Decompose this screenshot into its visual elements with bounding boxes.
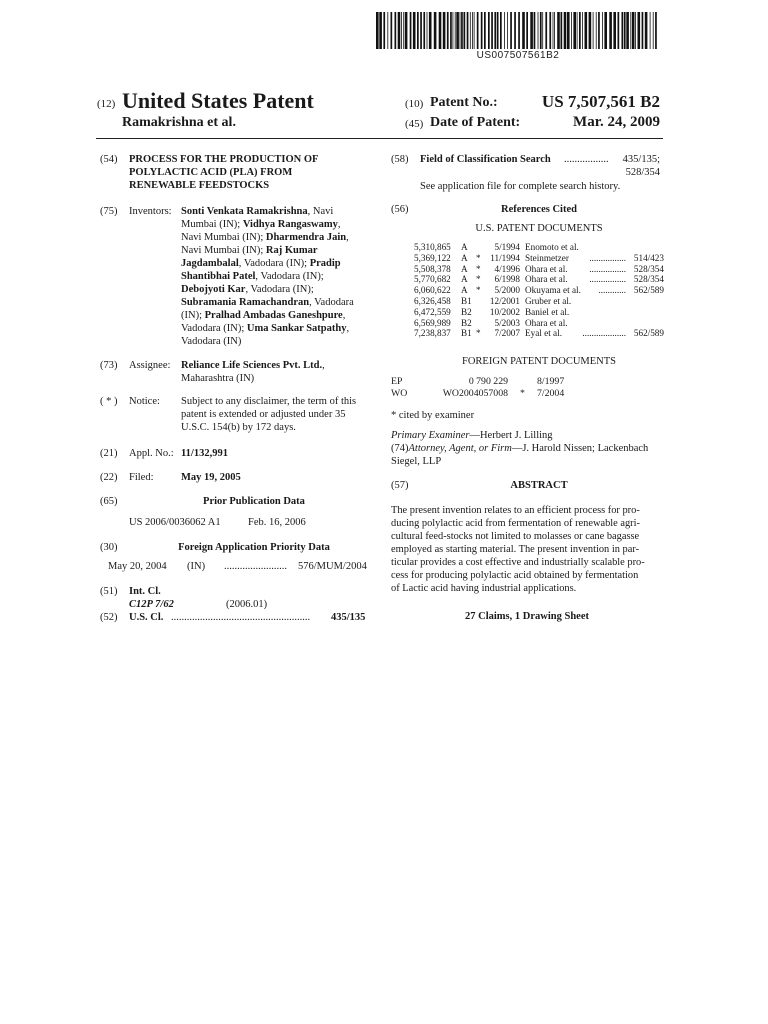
refs-title: References Cited xyxy=(501,204,577,215)
foreign-docs-title: FOREIGN PATENT DOCUMENTS xyxy=(461,356,617,367)
us-doc-star: * xyxy=(476,252,481,263)
prior-date: Feb. 16, 2006 xyxy=(248,517,306,528)
us-doc-date: 10/2002 xyxy=(489,306,520,317)
us-doc-star: * xyxy=(476,285,481,296)
us-doc-star: * xyxy=(476,328,481,339)
us-doc-number: 6,060,622 xyxy=(414,285,451,296)
us-doc-kind: B1 xyxy=(461,328,472,339)
us-doc-row xyxy=(414,264,664,275)
us-doc-class: 514/423 xyxy=(633,252,664,263)
uscl-code: (52) xyxy=(100,612,118,623)
us-doc-kind: A xyxy=(461,252,468,263)
foreign-doc-row xyxy=(391,376,663,387)
inventors-code: (75) xyxy=(100,206,118,217)
us-doc-dots: ................ xyxy=(589,252,626,263)
prior-title: Prior Publication Data xyxy=(203,496,305,507)
patent-no-label: Patent No.: xyxy=(430,95,498,110)
appl-code: (21) xyxy=(100,448,118,459)
us-doc-name: Ohara et al. xyxy=(525,274,568,285)
claims-note: 27 Claims, 1 Drawing Sheet xyxy=(465,611,589,622)
inventors-label: Inventors: xyxy=(129,206,172,217)
us-doc-kind: B1 xyxy=(461,296,472,306)
assignee-code: (73) xyxy=(100,360,118,371)
us-doc-name: Ohara et al. xyxy=(525,263,568,274)
foreign-dots: ........................ xyxy=(224,561,287,572)
barcode xyxy=(376,12,660,49)
us-doc-kind: A xyxy=(461,285,468,296)
prior-publication: US 2006/0036062 A1 xyxy=(129,517,221,528)
abstract-text: The present invention relates to an efficient process for pro- ducing polylactic acid from fermentation of renewable agri- cultural feed-stocks not limited to molasses or cane bagasse employed as starting material. The present invention in par- ticular provides a cost effective and industrially scalable pro- cess for producing polylactic acid obtained by fermentation of Lactic acid having industrial applications. xyxy=(391,505,645,594)
barcode-number: US007507561B2 xyxy=(476,50,560,61)
us-doc-number: 5,369,122 xyxy=(414,252,451,263)
foreign-doc-number: WO2004057008 xyxy=(442,388,508,399)
us-doc-number: 6,326,458 xyxy=(414,296,451,306)
us-doc-kind: B2 xyxy=(461,306,472,317)
refs-code: (56) xyxy=(391,204,409,215)
intcl-version: (2006.01) xyxy=(226,599,268,610)
attorney: (74)Attorney, Agent, or Firm—J. Harold Nissen; Lackenbach Siegel, LLP xyxy=(391,443,649,467)
us-doc-dots: ............ xyxy=(598,285,626,296)
us-doc-kind: A xyxy=(461,242,468,252)
us-doc-number: 6,472,559 xyxy=(414,306,451,317)
us-doc-date: 7/2007 xyxy=(494,328,520,339)
assignee-label: Assignee: xyxy=(129,360,171,371)
field-code: (58) xyxy=(391,154,409,165)
notice-text: Subject to any disclaimer, the term of this patent is extended or adjusted under 35 U.S.C. 154(b) by 172 days. xyxy=(181,396,357,433)
us-doc-name: Enomoto et al. xyxy=(525,242,579,252)
foreign-number: 576/MUM/2004 xyxy=(298,561,367,572)
abstract-code: (57) xyxy=(391,480,409,491)
field-dots: ................. xyxy=(564,154,609,165)
foreign-doc-star: * xyxy=(520,388,525,399)
us-doc-row xyxy=(414,242,664,253)
patent-no-code: (10) xyxy=(405,98,424,110)
us-doc-date: 5/1994 xyxy=(494,242,520,252)
foreign-title: Foreign Application Priority Data xyxy=(178,542,330,553)
foreign-doc-country: WO xyxy=(391,388,408,399)
field-label: Field of Classification Search xyxy=(420,154,551,165)
intcl-code: (51) xyxy=(100,586,118,597)
us-doc-class: 528/354 xyxy=(633,263,664,274)
uscl-label: U.S. Cl. xyxy=(129,612,164,623)
us-doc-name: Okuyama et al. xyxy=(525,285,581,296)
date-code: (45) xyxy=(405,118,424,130)
filed-date: May 19, 2005 xyxy=(181,472,241,483)
date-label: Date of Patent: xyxy=(430,115,521,130)
appl-label: Appl. No.: xyxy=(129,448,174,459)
us-doc-class: 528/354 xyxy=(633,274,664,285)
us-doc-name: Baniel et al. xyxy=(525,306,570,317)
us-doc-date: 5/2003 xyxy=(494,317,520,328)
us-doc-star: * xyxy=(476,263,481,274)
us-doc-number: 7,238,837 xyxy=(414,328,451,339)
filed-code: (22) xyxy=(100,472,118,483)
invention-title: PROCESS FOR THE PRODUCTION OF POLYLACTIC ACID (PLA) FROM RENEWABLE FEEDSTOCKS xyxy=(129,154,319,191)
cited-note: * cited by examiner xyxy=(391,410,475,421)
us-doc-number: 5,508,378 xyxy=(414,263,451,274)
us-doc-date: 11/1994 xyxy=(490,252,520,263)
notice-code: ( * ) xyxy=(100,396,118,407)
abstract-title: ABSTRACT xyxy=(510,480,568,491)
inventors-list: Sonti Venkata Ramakrishna, Navi Mumbai (IN); Vidhya Rangaswamy, Navi Mumbai (IN); Dharmendra Jain, Navi Mumbai (IN); Raj Kumar Jagdambalal, Vadodara (IN); Pradip Shantibhai Patel, Vadodara (IN); Debojyoti Kar, Vadodara (IN); Subramania Ramachandran, Vadodara (IN); Pralhad Ambadas Ganeshpure, Vadodara (IN); Uma Sankar Satpathy, Vadodara (IN) xyxy=(181,206,354,347)
us-doc-kind: A xyxy=(461,274,468,285)
notice-label: Notice: xyxy=(129,396,160,407)
us-doc-row xyxy=(414,296,664,307)
us-doc-date: 4/1996 xyxy=(494,263,520,274)
foreign-doc-date: 8/1997 xyxy=(537,376,565,387)
foreign-code: (30) xyxy=(100,542,118,553)
us-doc-star: * xyxy=(476,274,481,285)
us-doc-dots: ................ xyxy=(589,263,626,274)
filed-label: Filed: xyxy=(129,472,154,483)
us-doc-class: 562/589 xyxy=(633,285,664,296)
us-doc-number: 5,310,865 xyxy=(414,242,451,252)
primary-examiner: Primary Examiner—Herbert J. Lilling xyxy=(391,430,553,441)
patent-number: US 7,507,561 B2 xyxy=(541,92,660,111)
foreign-doc-country: EP xyxy=(391,376,403,387)
us-doc-date: 12/2001 xyxy=(489,296,520,306)
us-doc-name: Gruber et al. xyxy=(525,296,572,306)
doc-type-code: (12) xyxy=(97,98,116,110)
foreign-doc-row xyxy=(391,388,663,399)
us-doc-row xyxy=(414,285,664,296)
us-doc-class: 562/589 xyxy=(633,328,664,339)
uscl-value: 435/135 xyxy=(331,612,366,623)
doc-type-title: United States Patent xyxy=(122,88,314,113)
us-docs-title: U.S. PATENT DOCUMENTS xyxy=(475,223,603,234)
us-doc-row xyxy=(414,328,664,339)
header-rule xyxy=(96,138,663,139)
us-doc-number: 5,770,682 xyxy=(414,274,451,285)
title-code: (54) xyxy=(100,154,118,165)
patent-date: Mar. 24, 2009 xyxy=(573,114,660,130)
us-doc-row xyxy=(414,318,664,329)
us-doc-kind: A xyxy=(461,263,468,274)
uscl-dots: ..................................................... xyxy=(171,612,311,623)
assignee-value: Reliance Life Sciences Pvt. Ltd., Maharashtra (IN) xyxy=(181,360,325,384)
us-doc-dots: ................ xyxy=(589,274,626,285)
us-doc-name: Eyal et al. xyxy=(525,328,562,339)
field-note: See application file for complete search history. xyxy=(420,181,621,192)
foreign-doc-date: 7/2004 xyxy=(537,388,565,399)
intcl-label: Int. Cl. xyxy=(129,586,161,597)
field-value-1: 435/135; xyxy=(622,154,660,165)
intcl-class: C12P 7/62 xyxy=(129,599,174,610)
us-doc-name: Ohara et al. xyxy=(525,317,568,328)
foreign-doc-number: 0 790 229 xyxy=(468,376,508,387)
field-value-2: 528/354 xyxy=(625,167,660,178)
us-doc-name: Steinmetzer xyxy=(525,252,569,263)
us-doc-row xyxy=(414,307,664,318)
prior-code: (65) xyxy=(100,496,118,507)
us-doc-number: 6,569,989 xyxy=(414,317,451,328)
us-doc-kind: B2 xyxy=(461,317,472,328)
foreign-date: May 20, 2004 xyxy=(108,561,167,572)
us-doc-row xyxy=(414,274,664,285)
inventor-short: Ramakrishna et al. xyxy=(122,115,236,130)
appl-number: 11/132,991 xyxy=(181,448,228,459)
foreign-country: (IN) xyxy=(187,561,206,572)
us-doc-date: 5/2000 xyxy=(494,285,520,296)
us-doc-row xyxy=(414,253,664,264)
us-doc-date: 6/1998 xyxy=(494,274,520,285)
us-doc-dots: ................... xyxy=(582,328,626,339)
